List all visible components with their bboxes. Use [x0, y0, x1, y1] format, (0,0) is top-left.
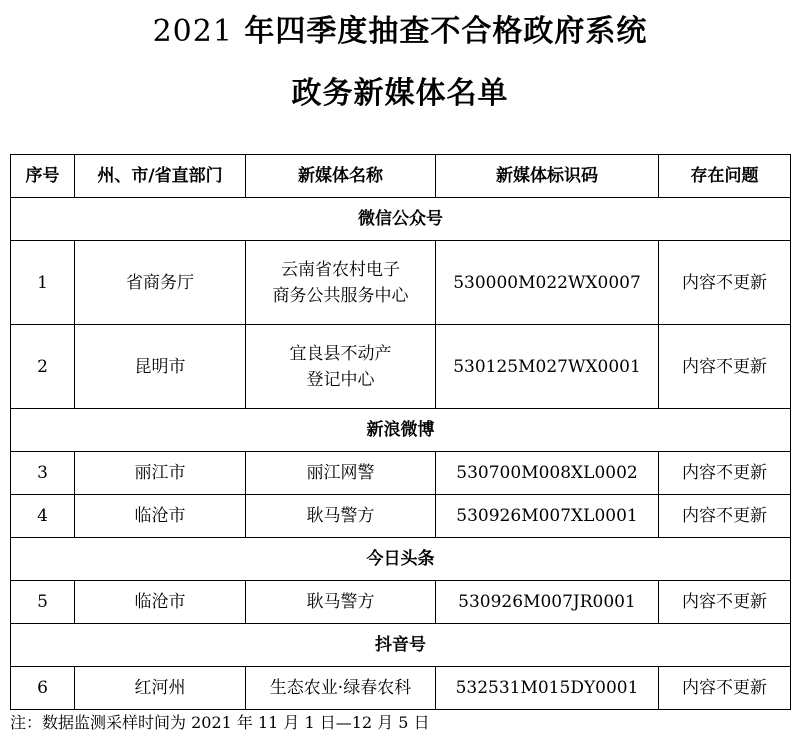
cell-code: 532531M015DY0001 — [436, 667, 659, 710]
cell-dept: 红河州 — [75, 667, 246, 710]
cell-no: 6 — [11, 667, 75, 710]
header-dept: 州、市/省直部门 — [75, 155, 246, 198]
header-issue: 存在问题 — [659, 155, 791, 198]
page-title-line2: 政务新媒体名单 — [291, 76, 509, 111]
cell-no: 2 — [11, 325, 75, 409]
cell-dept: 临沧市 — [75, 581, 246, 624]
cell-media-name — [246, 241, 436, 325]
section-row — [11, 624, 791, 667]
cell-code: 530926M007XL0001 — [436, 495, 659, 538]
cell-no: 3 — [11, 452, 75, 495]
header-row — [11, 155, 791, 198]
cell-code: 530926M007JR0001 — [436, 581, 659, 624]
cell-dept: 省商务厅 — [75, 241, 246, 325]
cell-no: 5 — [11, 581, 75, 624]
header-no: 序号 — [11, 155, 75, 198]
cell-issue: 内容不更新 — [659, 241, 791, 325]
cell-dept: 昆明市 — [75, 325, 246, 409]
cell-code: 530000M022WX0007 — [436, 241, 659, 325]
section-row — [11, 198, 791, 241]
section-douyin: 抖音号 — [11, 624, 791, 667]
section-row — [11, 409, 791, 452]
cell-code: 530700M008XL0002 — [436, 452, 659, 495]
table-row — [11, 667, 791, 710]
title-rest: 年四季度抽查不合格政府系统 — [244, 14, 648, 49]
section-toutiao: 今日头条 — [11, 538, 791, 581]
media-name-line1: 宜良县不动产 — [289, 343, 392, 364]
cell-issue: 内容不更新 — [659, 495, 791, 538]
table-row — [11, 241, 791, 325]
section-wechat: 微信公众号 — [11, 198, 791, 241]
header-media-name: 新媒体名称 — [246, 155, 436, 198]
table-row — [11, 325, 791, 409]
cell-media-name: 生态农业·绿春农科 — [246, 667, 436, 710]
table-row — [11, 452, 791, 495]
cell-issue: 内容不更新 — [659, 452, 791, 495]
cell-media-name: 耿马警方 — [246, 581, 436, 624]
cell-issue: 内容不更新 — [659, 667, 791, 710]
media-name-line2: 商务公共服务中心 — [272, 285, 409, 306]
cell-media-name: 丽江网警 — [246, 452, 436, 495]
cell-no: 1 — [11, 241, 75, 325]
media-name-line1: 云南省农村电子 — [281, 259, 400, 280]
cell-dept: 丽江市 — [75, 452, 246, 495]
cell-no: 4 — [11, 495, 75, 538]
section-row — [11, 538, 791, 581]
section-weibo: 新浪微博 — [11, 409, 791, 452]
cell-dept: 临沧市 — [75, 495, 246, 538]
cell-issue: 内容不更新 — [659, 325, 791, 409]
media-name-line2: 登记中心 — [306, 369, 375, 390]
cell-media-name: 耿马警方 — [246, 495, 436, 538]
title-year: 2021 — [152, 14, 233, 49]
cell-code: 530125M027WX0001 — [436, 325, 659, 409]
table-row — [11, 581, 791, 624]
cell-media-name — [246, 325, 436, 409]
noncompliant-media-table — [10, 154, 791, 710]
cell-issue: 内容不更新 — [659, 581, 791, 624]
page-title-line1 — [0, 6, 800, 50]
footnote: 注：数据监测采样时间为 2021 年 11 月 1 日—12 月 5 日 — [10, 713, 430, 732]
header-media-code: 新媒体标识码 — [436, 155, 659, 198]
table-row — [11, 495, 791, 538]
